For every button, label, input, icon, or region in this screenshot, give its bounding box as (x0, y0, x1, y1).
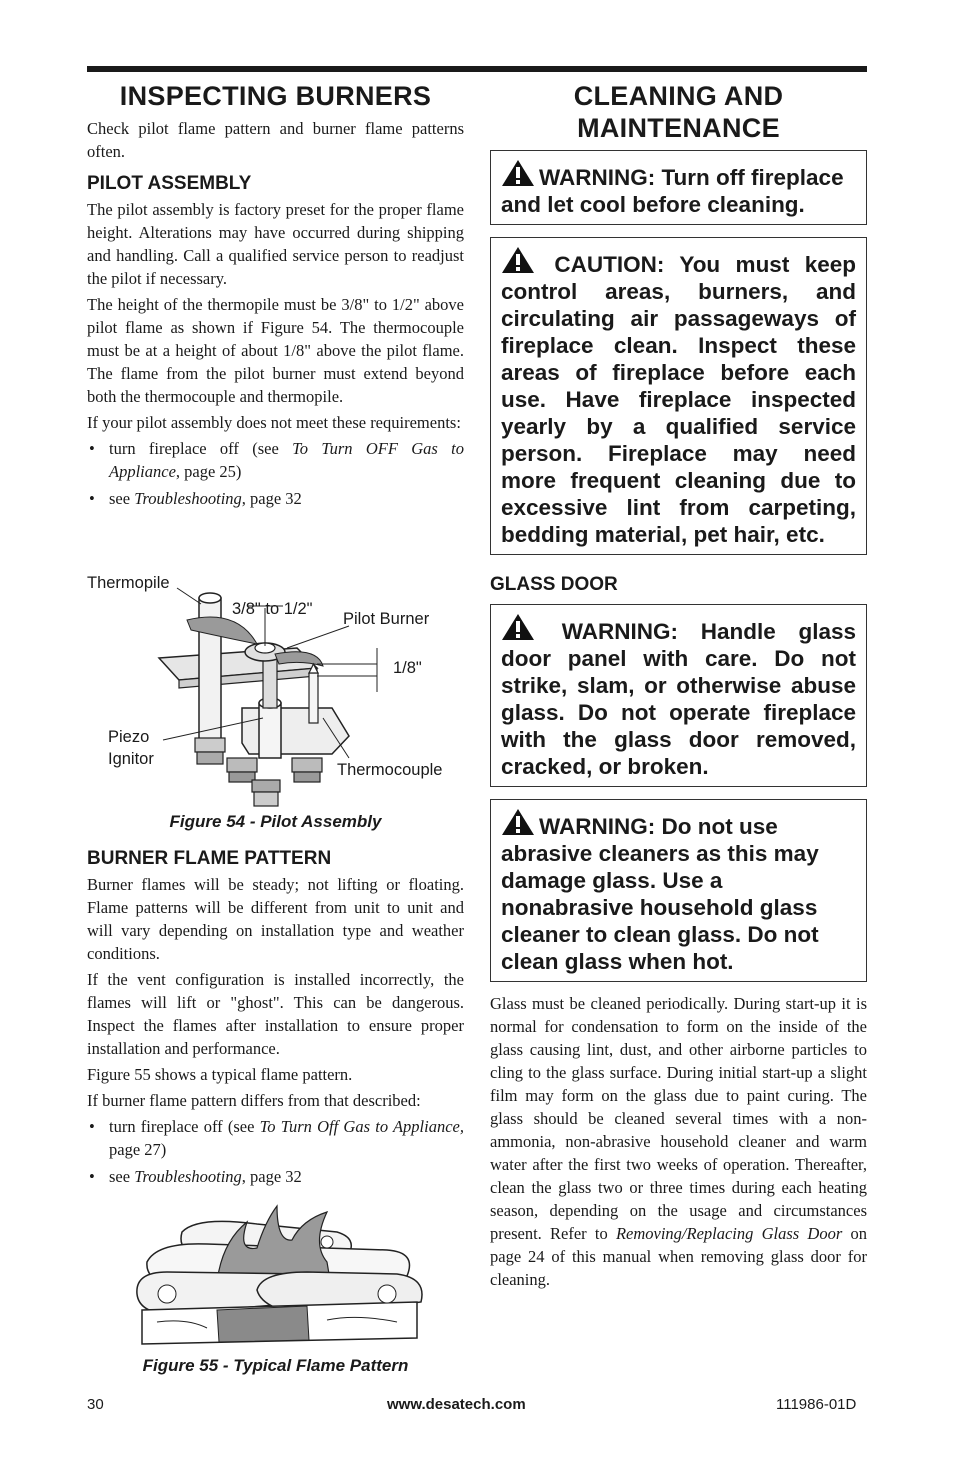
figure-55-caption: Figure 55 - Typical Flame Pattern (142, 1356, 409, 1375)
warning-triangle-icon (501, 808, 535, 836)
pilot-paragraph-1: The pilot assembly is factory preset for the proper flame height. Alterations may have occurred during shipping and handling. Call a qualified service person to readjust the pilot if necessary. (87, 200, 464, 288)
pilot-bullet-list (87, 437, 464, 510)
document-number: 111986-01D (776, 1396, 857, 1413)
top-rule (87, 66, 867, 72)
warning-box-cool-down (490, 150, 867, 225)
figure-54-caption: Figure 54 - Pilot Assembly (169, 812, 382, 831)
flame-paragraph-2: If the vent configuration is installed incorrectly, the flames will lift or "ghost". This can be dangerous. Inspect the flames after installation to ensure proper installation and performance. (87, 970, 464, 1058)
burner-flame-pattern-heading: BURNER FLAME PATTERN (87, 848, 332, 869)
pilot-burner-label: Pilot Burner (343, 610, 430, 628)
thermocouple-label: Thermocouple (337, 761, 443, 779)
warning-text: WARNING: Do not use abrasive cleaners as this may damage glass. Use a nonabrasive household glass cleaner to clean glass. Do not clean glass when hot. (501, 814, 819, 974)
heading-line-1: CLEANING AND (573, 81, 784, 111)
flame-bullet-list (87, 1115, 464, 1188)
caution-text: CAUTION: You must keep control areas, burners, and circulating air passageways of fireplace clean. Inspect these areas of fireplace before each use. Have fireplace inspected yearly by a qualified service person. Fireplace may need more frequent cleaning due to excessive lint from carpeting, bedding material, pet hair, etc. (501, 252, 856, 547)
glass-door-heading: GLASS DOOR (490, 574, 618, 595)
thermopile-label: Thermopile (87, 574, 170, 592)
pilot-paragraph-3: If your pilot assembly does not meet these requirements: (87, 413, 461, 432)
warning-triangle-icon (501, 159, 535, 187)
intro-paragraph: Check pilot flame pattern and burner flame patterns often. (87, 119, 464, 161)
cross-reference-link: To Turn Off Gas to Appliance, (259, 1117, 464, 1136)
right-column (490, 78, 867, 1291)
measurement-label-1-8: 1/8" (393, 659, 422, 677)
left-column (87, 78, 464, 510)
log-set-flame-illustration (87, 1202, 464, 1347)
pilot-assembly-heading: PILOT ASSEMBLY (87, 173, 252, 194)
ignitor-label: Ignitor (108, 750, 154, 768)
figure-54-pilot-assembly (87, 568, 464, 838)
cross-reference-link: Troubleshooting (134, 489, 242, 508)
list-item: • turn fireplace off (see To Turn Off Gas to Appliance, page 27) (89, 1117, 464, 1159)
page-number: 30 (87, 1396, 104, 1413)
list-item: • see Troubleshooting, page 32 (89, 1167, 302, 1186)
warning-box-abrasive-cleaners (490, 799, 867, 982)
warning-triangle-icon (501, 246, 535, 274)
website-url: www.desatech.com (387, 1396, 526, 1413)
flame-paragraph-4: If burner flame pattern differs from that described: (87, 1091, 421, 1110)
caution-box-cleaning (490, 237, 867, 555)
inspecting-burners-heading: INSPECTING BURNERS (119, 81, 432, 111)
figure-55-flame-pattern (87, 1202, 464, 1382)
heading-line-2: MAINTENANCE (577, 113, 780, 143)
list-item: • turn fireplace off (see To Turn OFF Gas to Appliance, page 25) (89, 439, 464, 481)
list-item: • see Troubleshooting, page 32 (89, 489, 302, 508)
pilot-paragraph-2: The height of the thermopile must be 3/8" to 1/2" above pilot flame as shown if Figure 54. The thermocouple must be at a height of about 1/8" above the pilot flame. The flame from the pilot burner must extend beyond both the thermocouple and thermopile. (87, 295, 464, 406)
glass-cleaning-paragraph: Glass must be cleaned periodically. During start-up it is normal for condensation to form on the inside of the glass causing lint, dust, and other airborne particles to cling to the glass surface. During initial start-up a slight film may form on the glass due to paint curing. The glass should be cleaned several times with a non-ammonia, non-abrasive household cleaner and warm water after the first two weeks of operation. Thereafter, clean the glass two or three times during each heating season, depending on the usage and circumstances present. Refer to Removing/Replacing Glass Door on page 24 of this manual when removing glass door for cleaning. (490, 994, 868, 1289)
cross-reference-link: To Turn OFF Gas to Appliance (109, 439, 464, 481)
warning-triangle-icon (501, 613, 535, 641)
flame-paragraph-3: Figure 55 shows a typical flame pattern. (87, 1065, 353, 1084)
flame-paragraph-1: Burner flames will be steady; not lifting or floating. Flame patterns will be different from unit to unit and will vary depending on installation type and weather conditions. (87, 875, 464, 963)
piezo-label: Piezo (108, 728, 150, 746)
cross-reference-link: Removing/Replacing Glass Door (615, 1224, 843, 1243)
cleaning-maintenance-heading (490, 80, 867, 144)
left-column-lower (87, 848, 464, 1188)
measurement-label-3-8-to-1-2: 3/8" to 1/2" (232, 600, 313, 618)
warning-text: WARNING: Handle glass door panel with care. Do not strike, slam, or otherwise abuse glass. Do not operate fireplace with the glass door removed, cracked, or broken. (501, 619, 856, 779)
warning-text: WARNING: Turn off fireplace and let cool before cleaning. (501, 165, 844, 217)
cross-reference-link: Troubleshooting (134, 1167, 242, 1186)
warning-box-handle-glass (490, 604, 867, 787)
